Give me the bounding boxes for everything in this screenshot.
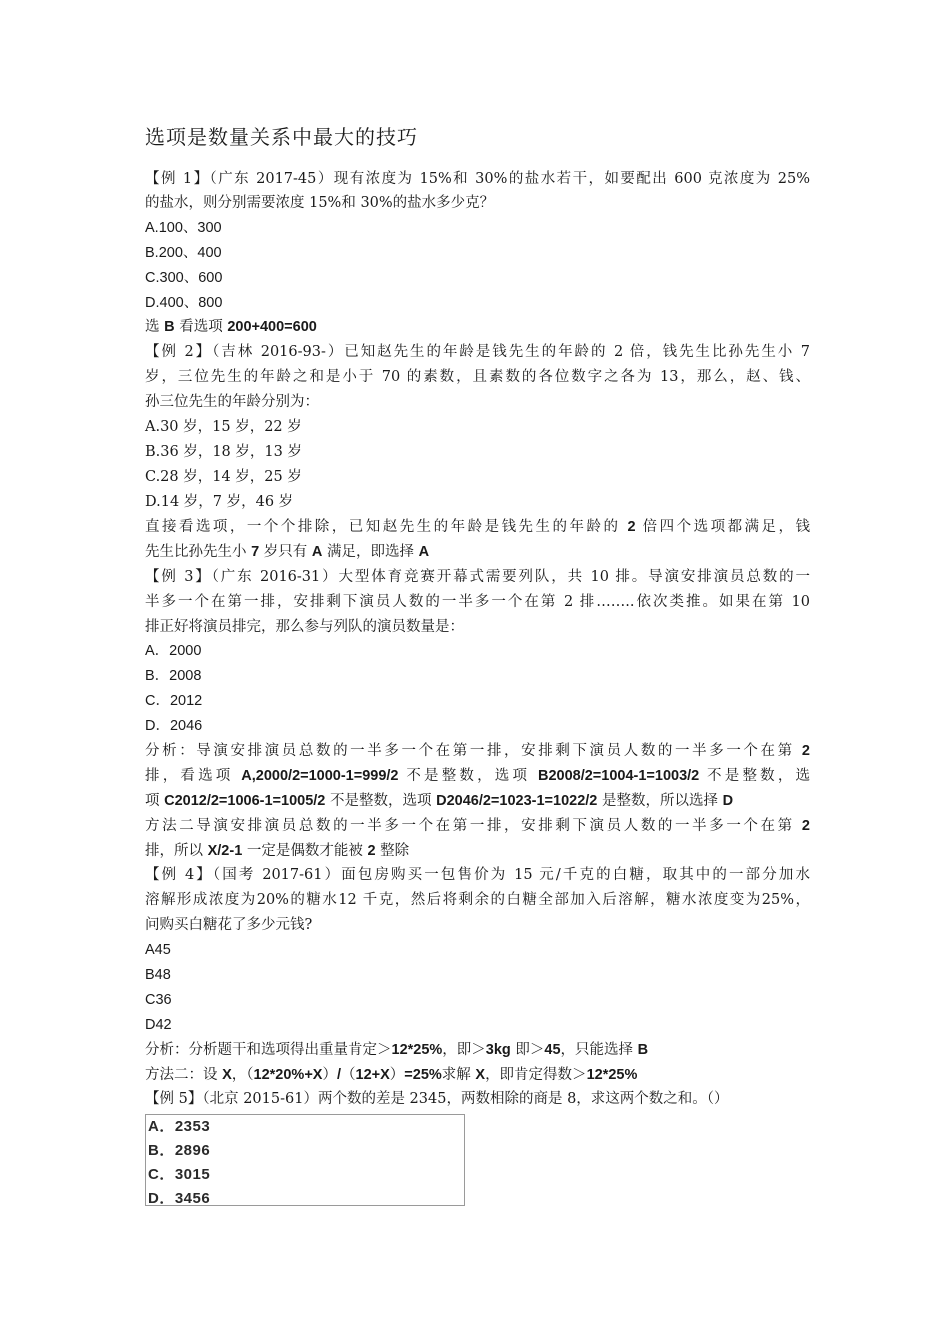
ex5-option-d: D．3456 [148, 1190, 211, 1207]
ex3-option-b: B．2008 [145, 668, 202, 684]
ex3-analysis-line3: 项 C2012/2=1006-1=1005/2 不是整数，选项 D2046/2=1023-1=1022/2 是整数，所以选择 D [145, 793, 734, 809]
ex1-question-line2: 的盐水，则分别需要浓度 15%和 30%的盐水多少克？ [145, 195, 495, 211]
ex1-option-b: B.200、400 [145, 245, 222, 261]
page-title: 选项是数量关系中最大的技巧 [145, 125, 418, 149]
ex1-option-d: D.400、800 [145, 295, 223, 311]
ex1-question-line1: 【例 1】（广东 2017-45）现有浓度为 15%和 30%的盐水若干，如要配出 600 克浓度为 25% [145, 171, 810, 187]
ex4-analysis-line1: 分析：分析题干和选项得出重量肯定＞12*25%，即＞3kg 即＞45，只能选择 B [145, 1042, 649, 1058]
ex3-option-d: D．2046 [145, 718, 203, 734]
ex3-analysis-line2: 排，看选项 A,2000/2=1000-1=999/2 不是整数，选项 B2008/2=1004-1=1003/2 不是整数，选 [145, 768, 811, 784]
ex3-analysis-line4: 方法二导演安排演员总数的一半多一个在第一排，安排剩下演员人数的一半多一个在第 2 [145, 818, 810, 834]
ex1-option-c: C.300、600 [145, 270, 223, 286]
ex2-question-line2: 岁，三位先生的年龄之和是小于 70 的素数，且素数的各位数字之各为 13，那么，赵、钱、 [145, 369, 810, 385]
ex3-question-line1: 【例 3】（广东 2016-31）大型体育竞赛开幕式需要列队，共 10 排。导演安排演员总数的一 [145, 569, 810, 585]
ex3-question-line2: 半多一个在第一排，安排剩下演员人数的一半多一个在第 2 排……..依次类推。如果在第 10 [145, 594, 810, 610]
ex5-option-a: A．2353 [148, 1118, 211, 1135]
ex2-option-b: B.36 岁，18 岁，13 岁 [145, 444, 302, 460]
ex2-option-a: A.30 岁，15 岁，22 岁 [145, 419, 302, 435]
ex5-option-c: C．3015 [148, 1166, 211, 1183]
ex3-question-line3: 排正好将演员排完，那么参与列队的演员数量是： [145, 619, 464, 635]
ex5-question-line1: 【例 5】（北京 2015-61）两个数的差是 2345，两数相除的商是 8，求这两个数之和。（） [145, 1091, 729, 1107]
ex2-question-line3: 孙三位先生的年龄分别为： [145, 394, 319, 410]
ex4-question-line2: 溶解形成浓度为20%的糖水12 千克，然后将剩余的白糖全部加入后溶解，糖水浓度变为25%， [145, 892, 810, 908]
ex2-solution-line1: 直接看选项，一个个排除，已知赵先生的年龄是钱先生的年龄的 2 倍四个选项都满足，钱 [145, 519, 810, 535]
ex5-option-b: B．2896 [148, 1142, 211, 1159]
ex2-option-d: D.14 岁，7 岁，46 岁 [145, 494, 294, 510]
ex3-analysis-line1: 分析：导演安排演员总数的一半多一个在第一排，安排剩下演员人数的一半多一个在第 2 [145, 743, 810, 759]
ex4-option-b: B48 [145, 967, 171, 983]
ex3-option-c: C．2012 [145, 693, 203, 709]
ex3-analysis-line5: 排，所以 X/2-1 一定是偶数才能被 2 整除 [145, 843, 410, 859]
ex4-option-a: A45 [145, 942, 171, 958]
ex4-question-line3: 问购买白糖花了多少元钱? [145, 917, 313, 933]
ex1-option-a: A.100、300 [145, 220, 222, 236]
ex4-question-line1: 【例 4】（国考 2017-61）面包房购买一包售价为 15 元/千克的白糖，取其中的一部分加水 [145, 867, 810, 883]
ex3-option-a: A．2000 [145, 643, 202, 659]
ex5-options-image [145, 1114, 465, 1206]
ex4-option-c: C36 [145, 992, 172, 1008]
ex1-answer: 选 B 看选项 200+400=600 [145, 319, 317, 335]
ex2-option-c: C.28 岁，14 岁，25 岁 [145, 469, 302, 485]
ex4-analysis-line2: 方法二：设 X，（12*20%+X）/（12+X）=25%求解 X，即肯定得数＞12*25% [145, 1067, 638, 1083]
ex2-question-line1: 【例 2】（吉林 2016-93-）已知赵先生的年龄是钱先生的年龄的 2 倍，钱先生比孙先生小 7 [145, 344, 810, 360]
ex2-solution-line2: 先生比孙先生小 7 岁只有 A 满足，即选择 A [145, 544, 430, 560]
ex4-option-d: D42 [145, 1017, 172, 1033]
